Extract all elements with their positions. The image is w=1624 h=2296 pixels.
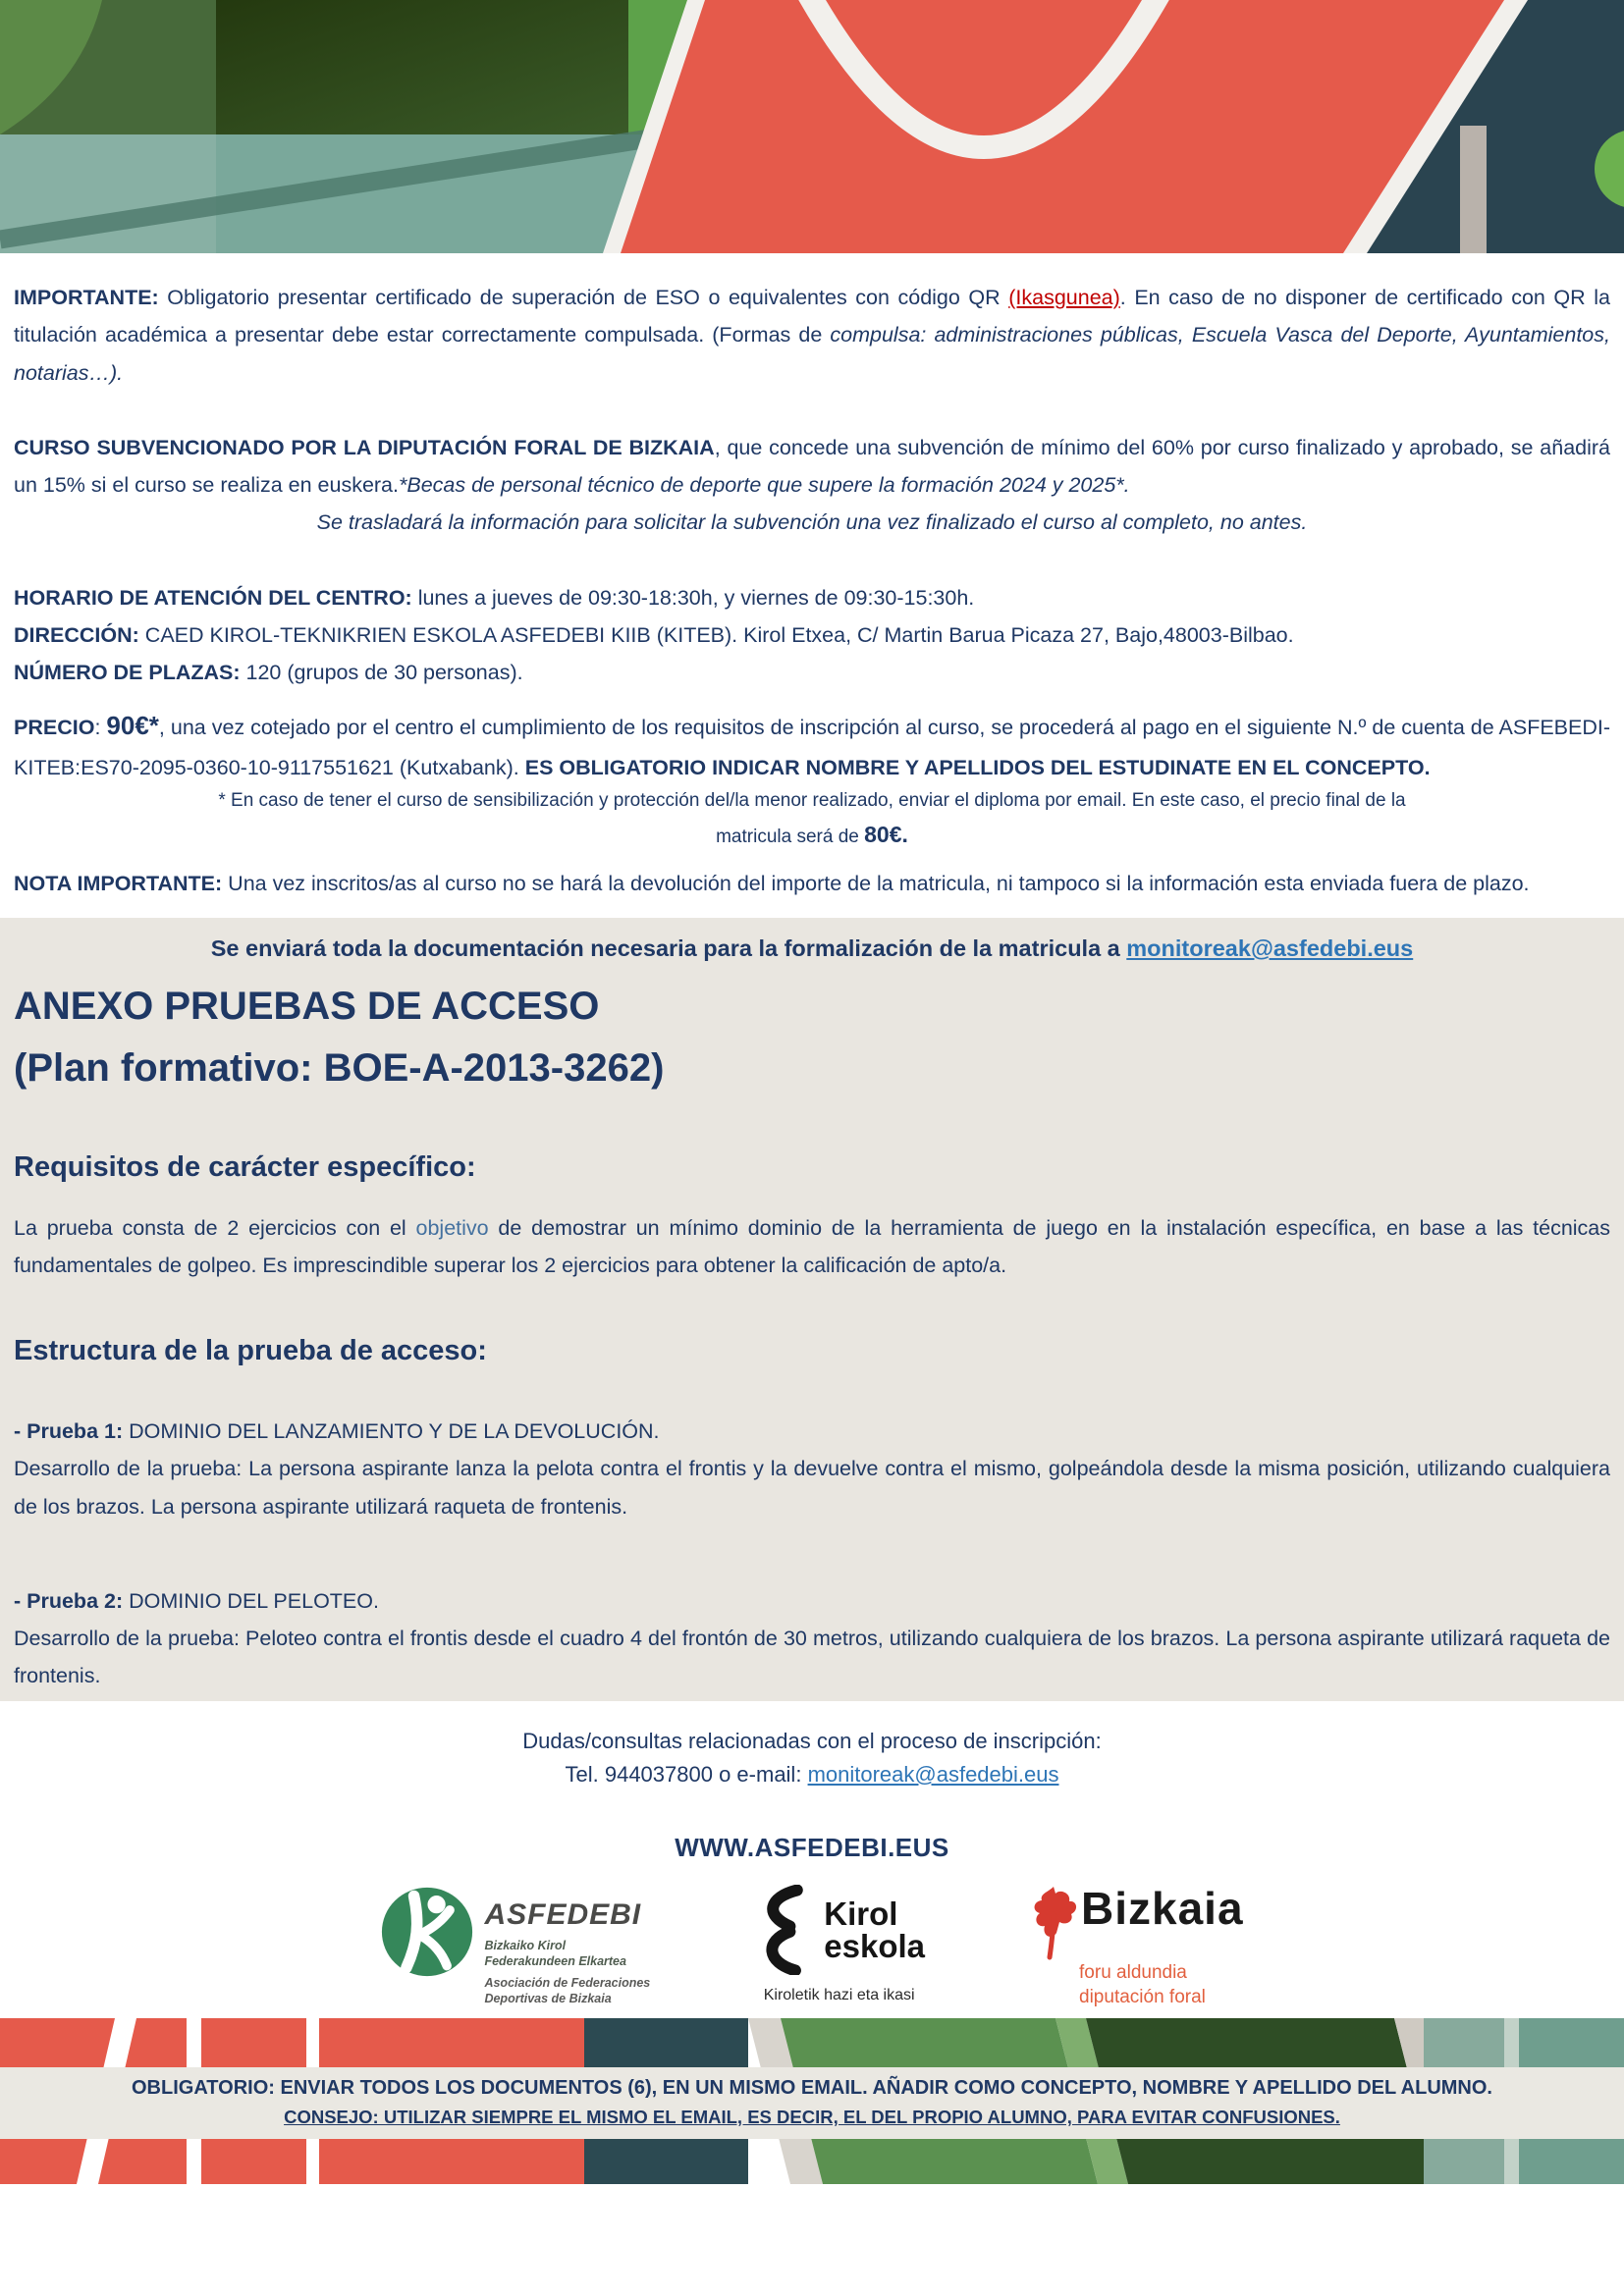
info-block [14,579,1610,692]
asfedebi-logo-icon [380,1885,474,1979]
bizkaia-logo-subtitle2: diputación foral [1079,1986,1206,2007]
plazas-text: 120 (grupos de 30 personas). [240,661,523,685]
plazas-label: NÚMERO DE PLAZAS: [14,661,241,685]
header-collage-graphic [0,0,1624,253]
partner-logos-row [0,1882,1624,2007]
paragraph-curso-subvencionado [14,429,1610,505]
kirol-logo-subtitle: Kiroletik hazi eta ikasi [763,1986,915,2003]
bizkaia-logo-name: Bizkaia [1081,1882,1244,1934]
asfedebi-logo [380,1885,650,2007]
precio-obligatorio: ES OBLIGATORIO INDICAR NOMBRE Y APELLIDOS DEL ESTUDINATE EN EL CONCEPTO. [524,755,1431,779]
footer-consejo-line: CONSEJO: UTILIZAR SIEMPRE EL MISMO EL EMAIL, ES DECIR, EL DEL PROPIO ALUMNO, PARA EVITAR CONFUSIONES. [284,2107,1340,2128]
req-objetivo-word: objetivo [415,1215,489,1240]
asfedebi-logo-text [484,1885,650,2007]
bizkaia-leaf-icon [1028,1885,1079,1961]
anexo-title [14,976,1610,1099]
prueba1-name: DOMINIO DEL LANZAMIENTO Y DE LA DEVOLUCIÓN. [123,1419,660,1444]
nota-label: NOTA IMPORTANTE: [14,871,223,895]
prueba2-name: DOMINIO DEL PELOTEO. [123,1588,379,1613]
anexo-title-line2: (Plan formativo: BOE-A-2013-3262) [14,1046,665,1091]
line-horario [14,579,1610,616]
asfedebi-logo-subtitle-eu: Bizkaiko Kirol Federakundeen Elkartea [484,1938,626,1968]
importante-text-2: . En caso de no disponer de certificado con QR la titulación académica a presentar debe estar correctamente compulsada. (Formas de [14,286,1610,347]
curso-label: CURSO SUBVENCIONADO POR LA DIPUTACIÓN FORAL DE BIZKAIA [14,435,715,459]
prueba1-body: Desarrollo de la prueba: La persona aspirante lanza la pelota contra el frontis y la devuelve contra el mismo, golpeándola desde la misma posición, utilizando cualquiera de los brazos. La persona aspirante utilizará raqueta de frontenis. [14,1457,1610,1519]
kirol-logo-line2: eskola [824,1927,926,1964]
paragraph-precio [14,703,1610,786]
bizkaia-logo-subtitle1: foru aldundia [1079,1961,1187,1983]
direccion-label: DIRECCIÓN: [14,622,139,647]
direccion-text: CAED KIROL-TEKNIKRIEN ESKOLA ASFEDEBI KIIB (KITEB). Kirol Etxea, C/ Martin Barua Picaza 27, Bajo,48003-Bilbao. [138,622,1294,647]
precio-text: , una vez cotejado por el centro el cumplimiento de los requisitos de inscripción al curso, se procederá al pago en el siguiente N.º de cuenta de ASFEBEDI-KITEB:ES70-2095-0360-10-9117551621 (Kutxabank). [14,716,1611,779]
curso-traslado-line: Se trasladará la información para solicitar la subvención una vez finalizado el curso al completo, no antes. [316,510,1308,535]
contact-line2 [0,1758,1624,1791]
precio-note-amount: 80€. [864,821,908,847]
bizkaia-logo [1028,1882,1244,2009]
paragraph-importante [14,279,1610,392]
footer-obligatorio-line: OBLIGATORIO: ENVIAR TODOS LOS DOCUMENTOS (6), EN UN MISMO EMAIL. AÑADIR COMO CONCEPTO, NOMBRE Y APELLIDO DEL ALUMNO. [132,2077,1492,2100]
envio-email-link[interactable]: monitoreak@asfedebi.eus [1126,935,1414,962]
precio-sep: : [94,716,107,740]
horario-label: HORARIO DE ATENCIÓN DEL CENTRO: [14,585,412,610]
kirol-eskola-logo-icon [753,1885,814,1975]
contact-line1: Dudas/consultas relacionadas con el proceso de inscripción: [522,1728,1102,1753]
kirol-logo-line1: Kirol [824,1895,898,1932]
estructura-heading: Estructura de la prueba de acceso: [14,1335,487,1367]
anexo-section [0,918,1624,1701]
footer-notice-band [0,2067,1624,2139]
envio-heading [14,935,1610,962]
prueba2-body: Desarrollo de la prueba: Peloteo contra el frontis desde el cuadro 4 del frontón de 30 metros, utilizando cualquiera de los brazos. La persona aspirante utilizará raqueta de frontenis. [14,1627,1610,1688]
footer-section [0,2018,1624,2184]
kirol-eskola-logo [753,1885,925,2004]
req-text-1: La prueba consta de 2 ejercicios con el [14,1215,416,1240]
precio-note-line2: matricula será de [716,826,865,847]
contact-block [0,1725,1624,1791]
document-body [0,279,1624,902]
envio-text: Se enviará toda la documentación necesaria para la formalización de la matricula a [210,935,1127,962]
line-direccion [14,616,1610,654]
line-plazas [14,654,1610,691]
prueba2-label: - Prueba 2: [14,1588,124,1613]
importante-text-italic: compulsa: administraciones públicas, Escuela Vasca del Deporte, Ayuntamientos, notarias…). [14,323,1610,385]
precio-label: PRECIO [14,716,95,740]
precio-note-line1: * En caso de tener el curso de sensibilización y protección del/la menor realizado, enviar el diploma por email. En este caso, el precio final de la [218,789,1406,811]
requisitos-paragraph [14,1209,1610,1285]
contact-email-link[interactable]: monitoreak@asfedebi.eus [807,1761,1059,1787]
importante-label: IMPORTANTE: [14,286,159,309]
anexo-title-line1: ANEXO PRUEBAS DE ACCESO [14,985,600,1029]
curso-text: , que concede una subvención de mínimo del 60% por curso finalizado y aprobado, se añadirá un 15% si el curso se realiza en euskera. [14,435,1611,498]
req-text-2: de demostrar un mínimo dominio de la herramienta de juego en la instalación específica, en base a las técnicas fundamentales de golpeo. Es imprescindible superar los 2 ejercicios para obtener la calificación de apto/a. [14,1215,1611,1277]
prueba1-label: - Prueba 1: [14,1419,124,1444]
prueba1-title [14,1413,1610,1450]
precio-amount: 90€* [106,711,159,741]
paragraph-nota-importante [14,865,1610,902]
requisitos-heading: Requisitos de carácter específico: [14,1150,476,1183]
curso-becas-italic: *Becas de personal técnico de deporte que supere la formación 2024 y 2025*. [399,473,1130,498]
nota-text: Una vez inscritos/as al curso no se hará la devolución del importe de la matricula, ni tampoco si la información esta enviada fuera de plazo. [222,871,1530,895]
importante-text-1: Obligatorio presentar certificado de superación de ESO o equivalentes con código QR [158,286,1009,309]
kirol-eskola-logo-text [824,1897,925,1962]
contact-tel-text: Tel. 944037800 o e-mail: [565,1761,808,1787]
asfedebi-logo-name: ASFEDEBI [484,1897,642,1931]
ikasgunea-link[interactable]: (Ikasgunea) [1008,286,1120,309]
asfedebi-logo-subtitle-es: Asociación de Federaciones Deportivas de Bizkaia [484,1976,651,2005]
website-url: WWW.ASFEDEBI.EUS [675,1832,949,1862]
precio-note [14,786,1610,853]
horario-text: lunes a jueves de 09:30-18:30h, y viernes de 09:30-15:30h. [411,585,975,610]
header-collage-image [0,0,1624,253]
prueba2-title [14,1582,1610,1620]
